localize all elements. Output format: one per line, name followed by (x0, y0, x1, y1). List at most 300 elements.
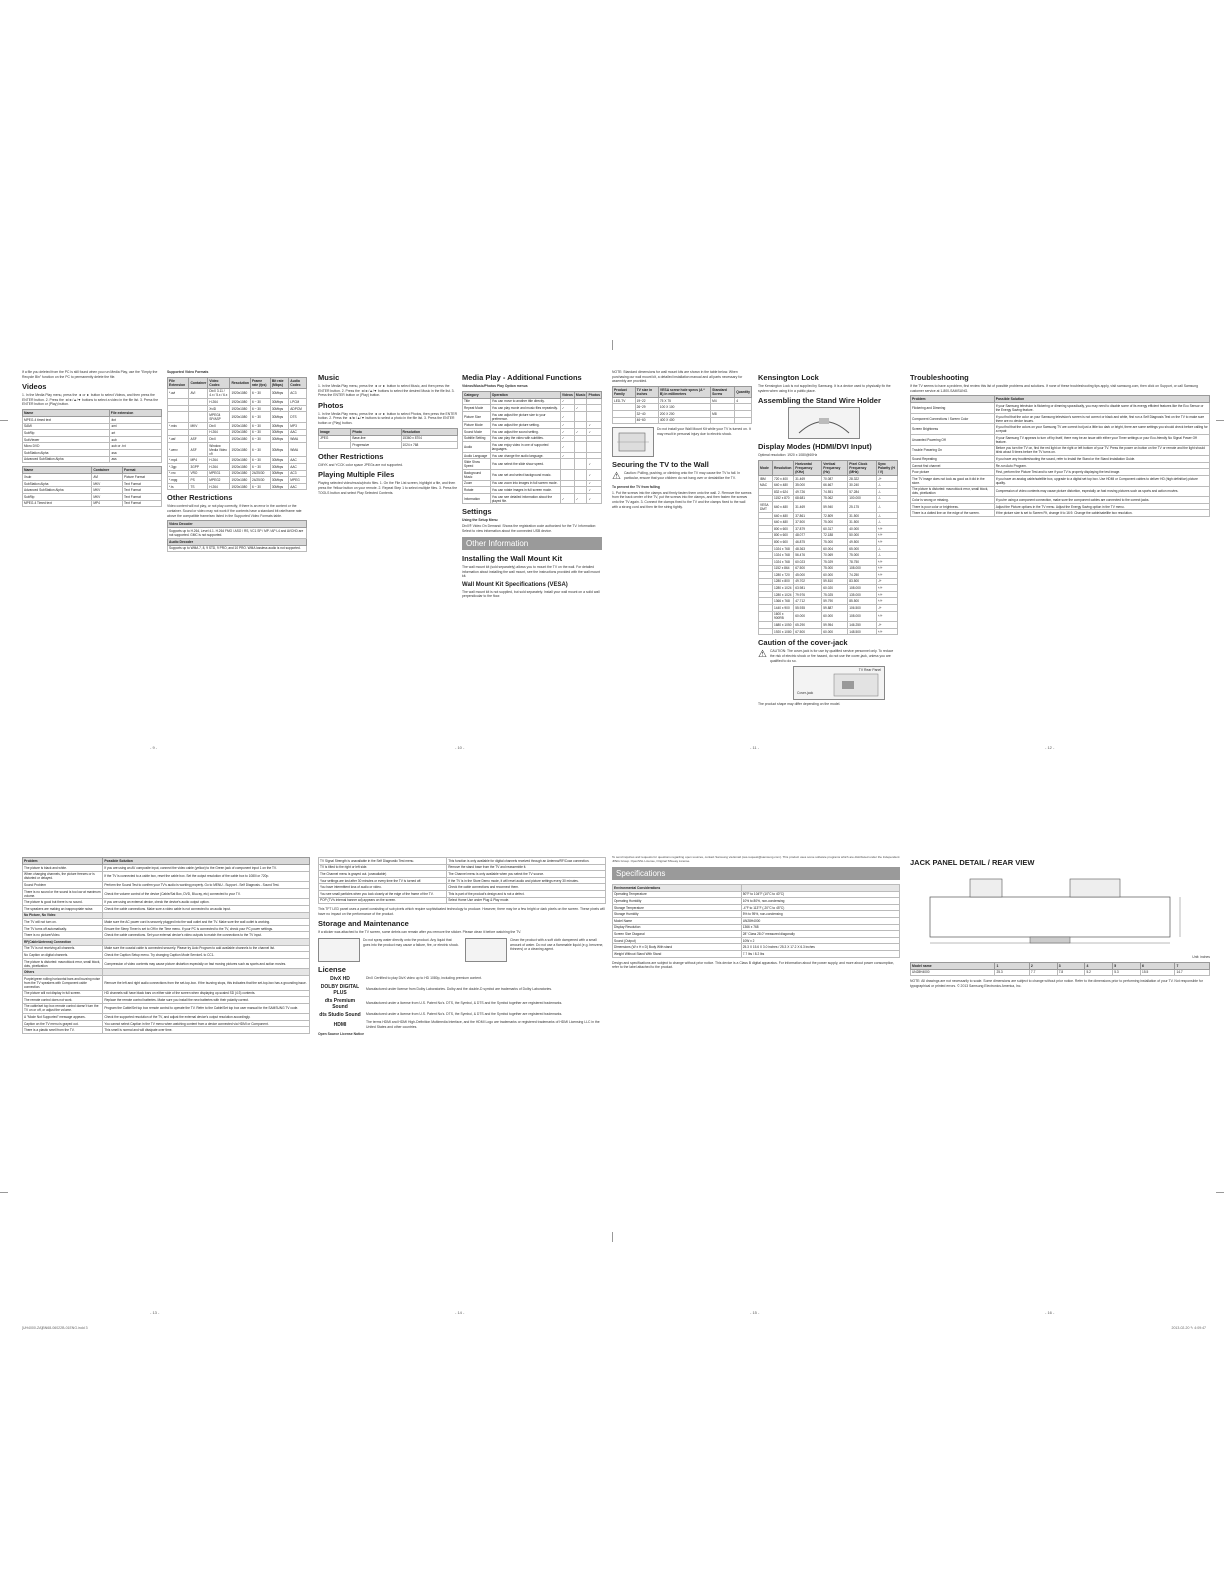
table-cell: 6 ~ 30 (250, 436, 270, 443)
table-row (23, 1027, 310, 1034)
table-cell: 30Mbps (270, 412, 288, 423)
footer-date: 2013-02-20 ✎ 4:09:47 (1171, 1326, 1206, 1330)
table-cell: If you're using a component connection, make sure the component cables are connected to the correct jacks. (994, 497, 1209, 504)
table-cell: 75.000 (822, 565, 848, 572)
table-cell (759, 572, 773, 579)
formats-heading: Supported Video Formats (167, 370, 209, 374)
table-cell (759, 605, 773, 612)
video-formats-table (167, 377, 307, 491)
table-row (759, 622, 898, 629)
table-cell (319, 442, 351, 449)
table-cell: *.mpg (168, 477, 189, 484)
table-cell (574, 422, 587, 429)
table-row (613, 937, 900, 944)
table-cell (759, 495, 773, 502)
top-col-3 (318, 370, 458, 730)
table-cell: Check the cable connections. Set your external device's video outputs to match the connections to the TV input. (103, 932, 310, 939)
table-cell: Environmental Considerations (613, 885, 742, 892)
table-cell: The TV turns off automatically. (23, 925, 103, 932)
column-header: Pixel Clock Frequency (MHz) (848, 460, 877, 475)
table-row (911, 510, 1210, 517)
table-cell (587, 442, 602, 453)
specifications-bar: Specifications (612, 867, 900, 880)
table-cell: 108.000 (848, 611, 877, 622)
table-cell (560, 469, 574, 480)
table-cell: Slide Show Speed (463, 459, 491, 470)
table-row (23, 925, 310, 932)
table-cell: 1024 x 768 (772, 545, 793, 552)
column-header: Quantity (735, 386, 752, 397)
table-cell: 75.000 (822, 519, 848, 526)
table-cell: 10W x 2 (741, 937, 899, 944)
table-cell: A "Mode Not Supported" message appears. (23, 1014, 103, 1021)
table-cell: The Channel menu is grayed out. (unavailable) (319, 871, 447, 878)
license-logo: dts Premium Sound (324, 997, 356, 1010)
top-col-6 (758, 370, 898, 730)
table-cell: DivX (208, 436, 230, 443)
table-cell: AC3 (289, 470, 307, 477)
kensington-heading: Kensington Lock (758, 373, 819, 382)
table-row (168, 405, 307, 412)
table-cell: *.wmv (168, 442, 189, 457)
table-cell: If you have any troubleshooting the sound, refer to Install the Stand or the Stand Installation Guide. (994, 456, 1209, 463)
table-row (463, 452, 602, 459)
table-cell: You can play the video with subtitles. (490, 435, 560, 442)
column-header: Product Family (613, 386, 636, 397)
table-cell (574, 442, 587, 453)
table-cell: TS (189, 483, 208, 490)
table-cell: 6 ~ 30 (250, 399, 270, 406)
table-cell: 6 ~ 30 (250, 405, 270, 412)
table-cell: ✓ (560, 435, 574, 442)
license-text: Manufactured under a license from U.S. Patent No's. DTS, the Symbol, & DTS and the Symbol together are registered trademarks. (366, 1012, 563, 1017)
table-row (319, 864, 606, 871)
table-cell: MPEG2 (208, 477, 230, 484)
table-cell: 47.712 (794, 598, 822, 605)
table-row (613, 885, 900, 892)
table-row (613, 924, 900, 931)
table-cell: Base-line (351, 435, 401, 442)
table-row (319, 858, 606, 865)
table-cell: 15360 x 8704 (401, 435, 457, 442)
table-row (168, 388, 307, 399)
wall-note-text: NOTE: Standard dimensions for wall mount kits are shown in the table below. When purchasing our wall mount kit, a detailed installation manual and all parts necessary for assembly are provided. (612, 370, 743, 384)
column-header: Standard Screw (711, 386, 735, 397)
legal-text: To send inquiries and requests for questions regarding open sources, contact Samsung via Email (oss.request@samsung.com). This product uses some software programs which are distributed under the Independent JPEG Group. OpenSSL License, Original SSLeay License. (612, 855, 900, 863)
table-cell: 70.087 (822, 475, 848, 482)
table-cell: 37.500 (794, 519, 822, 526)
table-cell: 135.000 (848, 591, 877, 598)
table-cell: No Caption on digital channels. (23, 952, 103, 959)
table-cell: Ensure the Sleep Timer is set to Off in the Time menu. If your PC is connected to the TV, check your PC power settings. (103, 925, 310, 932)
column-header: Resolution (772, 460, 793, 475)
table-cell: 55.935 (794, 605, 822, 612)
table-row (759, 558, 898, 565)
table-cell: The picture is distorted: macroblock error, small block, dots, pixelization (911, 486, 995, 497)
table-row (23, 416, 162, 423)
table-cell: 59.790 (822, 598, 848, 605)
table-cell: 1280 x 720 (772, 572, 793, 579)
wire-holder-diagram (788, 407, 860, 439)
table-cell (560, 459, 574, 470)
table-cell: Others (23, 969, 103, 976)
table-cell: 1920x1080 (230, 470, 251, 477)
license-item (318, 984, 606, 996)
table-cell: Your settings are lost after 30 minutes or every time the TV is turned off. (319, 877, 447, 884)
table-cell: 31.500 (848, 519, 877, 526)
table-cell: Compression of video contents may cause picture distortion especially on fast moving pictures such as sports and action movies. (103, 958, 310, 969)
table-cell: Text Format (123, 487, 162, 494)
table-cell: 1280 x 1024 (772, 591, 793, 598)
column-header: 3 (1057, 962, 1085, 969)
table-cell: .ttxt (109, 416, 161, 423)
license-item (318, 998, 606, 1010)
table-cell: 108.000 (848, 565, 877, 572)
table-row (613, 944, 900, 951)
table-cell (759, 545, 773, 552)
table-row (23, 1003, 310, 1014)
table-row (319, 897, 606, 904)
license-text: The terms HDMI and HDMI High-Definition Multimedia Interface, and the HDMI Logo are trademarks or registered trademarks of HDMI Licensing LLC in the United States and other countries. (366, 1019, 600, 1029)
table-cell (103, 938, 310, 945)
table-cell: 400 X 400 (658, 417, 710, 424)
table-cell: 30Mbps (270, 436, 288, 443)
table-cell: .sub (109, 436, 161, 443)
column-header: Container (189, 377, 208, 388)
table-cell: Audio Language (463, 452, 491, 459)
table-cell: Flickering and Dimming (911, 403, 995, 414)
table-row (463, 422, 602, 429)
table-cell: 148.500 (848, 628, 877, 635)
multi-files-text: Playing selected video/music/photo files. 1. On the File List screen, highlight a file, and then press the Yellow button on your remote. 2. Repeat Step 1 to select multiple files. 3. Press the TOOLS button and select Play Selected Contents. (318, 481, 458, 495)
column-header: TV size in inches (635, 386, 658, 397)
table-cell: Zoom (463, 480, 491, 487)
table-cell: 67.500 (794, 565, 822, 572)
table-cell (574, 435, 587, 442)
table-cell: There is a plastic smell from the TV. (23, 1027, 103, 1034)
table-cell: MKV (189, 422, 208, 429)
table-cell: 5% to 95%, non-condensing (741, 911, 899, 918)
table-cell: Window Media Video v9 (208, 442, 230, 457)
crop-mark (0, 1192, 8, 1193)
no-spray-instruction: Do not spray water directly onto the product. Any liquid that goes into the product may cause a failure, fire, or electric shock. (318, 938, 459, 962)
table-cell: 146.250 (848, 622, 877, 629)
table-row (23, 474, 162, 481)
table-cell: 6 ~ 30 (250, 483, 270, 490)
table-cell (587, 398, 602, 405)
table-row (319, 890, 606, 897)
table-cell: Storage Temperature (613, 904, 742, 911)
table-cell: Purple/green rolling horizontal bars and buzzing noise from the TV speakers with Component cable connection. (23, 975, 103, 990)
table-cell: 640 x 480 (772, 512, 793, 519)
table-cell: 60.000 (822, 611, 848, 622)
table-cell (168, 405, 189, 412)
prevent-falling-heading: To prevent the TV from falling (612, 485, 660, 490)
table-cell (189, 412, 208, 423)
table-cell (560, 487, 574, 494)
table-row (759, 488, 898, 495)
table-cell: You cannot select Caption in the TV menu when watching content from a device connected via HDMI or Component. (103, 1020, 310, 1027)
table-row (911, 445, 1210, 456)
table-cell: Background Music (463, 469, 491, 480)
table-row (168, 463, 307, 470)
table-cell: Perform the Sound Test to confirm your TV's audio is working properly. Go to MENU - Support - Self Diagnosis - Sound Test. (103, 882, 310, 889)
table-row (613, 410, 752, 417)
table-cell: SubRip (23, 493, 92, 500)
page-number: - 10 - (455, 745, 465, 750)
top-col-5 (612, 370, 752, 730)
table-cell: Sound Mode (463, 428, 491, 435)
table-cell: Information (463, 493, 491, 504)
column-header: 1 (995, 962, 1029, 969)
table-cell (735, 417, 752, 424)
table-cell: ✓ (560, 422, 574, 429)
securing-heading: Securing the TV to the Wall (612, 460, 709, 470)
table-cell: 200 X 200 (658, 410, 710, 417)
table-cell: AVI (189, 388, 208, 399)
videos-steps: 1. In the Media Play menu, press the ◄ or ► button to select Videos, and then press the ENTER button. 2. Press the ◄/►/▲/▼ buttons to select a video in the file list. 3. Press the ENTER button or (Play) button. (22, 393, 159, 407)
table-row (911, 456, 1210, 463)
table-cell: ✓ (587, 480, 602, 487)
fold-mark (612, 340, 613, 350)
table-row (319, 435, 458, 442)
table-cell: POP (TV's internal banner ad) appears on the screen. (319, 897, 447, 904)
table-cell: +/+ (876, 585, 897, 592)
table-row (759, 611, 898, 622)
table-cell: Text Format (123, 480, 162, 487)
table-row (911, 413, 1210, 424)
table-cell: 49.726 (794, 488, 822, 495)
table-cell: 7.8 (1057, 969, 1085, 976)
table-row (759, 585, 898, 592)
table-cell (574, 487, 587, 494)
table-cell: ✓ (587, 469, 602, 480)
table-row (23, 500, 162, 507)
table-cell: This smell is normal and will dissipate over time. (103, 1027, 310, 1034)
table-row (23, 932, 310, 939)
table-cell: The picture is distorted: macroblock error, small block, dots, pixelization (23, 958, 103, 969)
specifications-table (612, 884, 900, 958)
table-cell: This is part of the product's design and is not a defect. (447, 890, 606, 897)
table-cell: 25.175 (848, 502, 877, 513)
table-cell: Micro DVD (23, 443, 110, 450)
table-cell: +/+ (876, 598, 897, 605)
table-cell: PS (189, 477, 208, 484)
table-cell: ✓ (587, 487, 602, 494)
table-cell: 640 x 480 (772, 519, 793, 526)
table-cell: MPEG-4 Timed text (23, 500, 92, 507)
dimensions-note: NOTE: All drawings are not necessarily to scale. Some dimensions are subject to change without prior notice. Refer to the dimensions prior to performing installation of your TV. Not responsible for typographical or printed errors. © 2013 Samsung Electronics America, Inc. (910, 979, 1203, 988)
table-cell (613, 417, 636, 424)
table-cell: MPEG4 SP/ASP (208, 412, 230, 423)
table-cell: 832 x 624 (772, 488, 793, 495)
table-cell: *.asf (168, 436, 189, 443)
table-row (759, 519, 898, 526)
table-cell: ✓ (560, 428, 574, 435)
wall-mount-text: The wall mount kit (sold separately) allows you to mount the TV on the wall. For detailed information about installing the wall mount, see the instructions provided with the wall mount kit. (462, 565, 600, 579)
table-row (463, 442, 602, 453)
table-cell: Sound (Output) (613, 937, 742, 944)
bottom-col-1 (22, 855, 310, 1295)
table-cell: 65.000 (848, 545, 877, 552)
table-cell: 31.469 (794, 475, 822, 482)
table-cell: +/+ (876, 558, 897, 565)
table-cell: DivX 3.11 / 4.x / 5.x / 6.x (208, 388, 230, 399)
table-cell: 1920 x 1080 (772, 628, 793, 635)
table-cell: You can rotate images in full screen mode. (490, 487, 560, 494)
table-cell: 48.077 (794, 532, 822, 539)
table-cell: RF(Cable/Antenna) Connection (23, 938, 103, 945)
page-number: - 13 - (150, 1310, 160, 1315)
table-row (911, 424, 1210, 435)
column-header: Video Codec (208, 377, 230, 388)
table-cell: 49.702 (794, 578, 822, 585)
table-cell: 100 X 100 (658, 404, 710, 411)
table-cell: H.264 (208, 483, 230, 490)
table-row (613, 397, 752, 404)
table-cell: You can move to another title directly. (490, 398, 560, 405)
column-header: Bit rate (Mbps) (270, 377, 288, 388)
table-row (759, 578, 898, 585)
table-row (463, 398, 602, 405)
table-cell: SubStation Alpha (23, 480, 92, 487)
table-cell: 6 ~ 30 (250, 442, 270, 457)
table-row (463, 428, 602, 435)
table-cell: -/+ (876, 622, 897, 629)
column-header: Model name (911, 962, 995, 969)
additional-functions-heading: Media Play - Additional Functions (462, 373, 582, 382)
table-cell: 35.000 (794, 482, 822, 489)
table-cell: Remove the left and right audio connections from the set-top-box. If the buzzing stops, this indicates that the set-top-box has a grounding issue. (103, 975, 310, 990)
table-cell: -/- (876, 552, 897, 559)
table-cell: 59.887 (822, 605, 848, 612)
table-cell: If the TV is in the Store Demo mode, it will reset audio and picture settings every 30 minutes. (447, 877, 606, 884)
table-row (23, 888, 310, 899)
table-cell: Dimensions (W x H x D) Body With stand (613, 944, 742, 951)
table-cell: Screen Size Diagonal (613, 931, 742, 938)
table-cell: 30Mbps (270, 477, 288, 484)
table-cell: 1152 x 864 (772, 565, 793, 572)
table-cell: 45.000 (794, 572, 822, 579)
table-cell: 108.000 (848, 585, 877, 592)
vesa-heading: Wall Mount Kit Specifications (VESA) (462, 581, 568, 588)
table-cell: The cable/set top box remote control doesn't turn the TV on or off, or adjust the volume. (23, 1003, 103, 1014)
table-cell: Check the cable connections. Make sure a video cable is not connected to an audio input. (103, 905, 310, 912)
table-row (613, 417, 752, 424)
table-cell: Select Home Use under Plug & Play mode. (447, 897, 606, 904)
kensington-text: The Kensington Lock is not supplied by Samsung. It is a device used to physically fix the system when using it in a public place. (758, 384, 891, 393)
table-cell: H.264 (208, 463, 230, 470)
table-cell: If you find that the color on your Samsung television's screen is not correct or black and white, first run a Self Diagnosis Test on the TV to make sure there are no device issues. (994, 413, 1209, 424)
table-cell: MKV (92, 493, 123, 500)
table-cell (587, 452, 602, 459)
table-cell (735, 404, 752, 411)
table-cell (711, 417, 735, 424)
table-cell: 800 x 600 (772, 525, 793, 532)
table-cell: 4 (735, 397, 752, 404)
license-text: Manufactured under a license from U.S. Patent No's. DTS, the Symbol, & DTS and the Symbol together are registered trademarks. (366, 1001, 563, 1006)
storage-text: If a sticker was attached to the TV screen, some debris can remain after you remove the sticker. Please clean it before watching the TV. (318, 930, 522, 935)
table-cell: The picture will not display in full screen. (23, 990, 103, 997)
table-cell: Rotate (463, 487, 491, 494)
table-cell: SubStation Alpha (23, 449, 110, 456)
table-row (23, 952, 310, 959)
music-heading: Music (318, 373, 340, 382)
table-row (613, 891, 900, 898)
license-logo: DivX HD (330, 975, 350, 982)
table-cell: 100.000 (848, 495, 877, 502)
table-cell: The TV image does not look as good as it did in the store. (911, 475, 995, 486)
table-cell: +/+ (876, 572, 897, 579)
table-cell: This function is only available for digital channels received through an Antenna/RF/Coax connection. (447, 858, 606, 865)
table-row (759, 525, 898, 532)
table-cell: 30Mbps (270, 388, 288, 399)
table-cell: .sub or .txt (109, 443, 161, 450)
table-row (168, 442, 307, 457)
table-cell: You can play movie and music files repeatedly. (490, 405, 560, 412)
table-cell: ✓ (574, 405, 587, 412)
table-cell: 75.000 (822, 539, 848, 546)
table-cell (759, 552, 773, 559)
table-cell: You can zoom into images in full screen mode. (490, 480, 560, 487)
table-cell (574, 411, 587, 422)
column-header: Mode (759, 460, 773, 475)
table-cell: 50°F to 104°F (10°C to 40°C) (741, 891, 899, 898)
table-cell: 49.500 (848, 539, 877, 546)
table-cell: If the TV is connected to a cable box, reset the cable box. Set the output resolution of the cable box to 1080i or 720p. (103, 871, 310, 882)
page-number: - 14 - (455, 1310, 465, 1315)
table-cell (759, 512, 773, 519)
cover-jack-caution (758, 649, 898, 664)
troubleshooting-table: Problem Possible Solution Flickering and Dimming If your Samsung television is flickering or dimming sporadically, you may need to disable some of its energy efficient features like the Eco Sensor or the Energy Saving feature. Component Connections / Screen Color If you find that the color on your Samsung television's screen is not correct or black and white, first run a Self Diagnosis Test on the TV to make sure there are no device issues. Screen Brightness If you find that the colors on your Samsung TV are correct but just a little too dark or bright, there are some settings you should check before calling for a repair. Unwanted Powering Off If your Samsung TV appears to turn off by itself, there may be an issue with either your Timer settings or your Eco-friendly No Signal Power Off feature. Trouble Powering On Before you turn the TV on, find the red light on the right or left bottom of your TV. Press the power on button on the TV or remote and the light should blink about 5 times before the TV turns on. Sound Repeating If you have any troubleshooting the sound, refer to Install the Stand or the Stand Installation Guide. Cannot find channel Re-run Auto Program. Poor picture First, perform the Picture Test and to see if your TV is properly displaying the test image. The TV image does not look as good as it did in the store. If you have an analog cable/satellite box, upgrade to a digital set top box. Use HDMI or Component cables to deliver HD (high definition) picture quality. The picture is distorted: macroblock error, small block, dots, pixelization Compression of video contents may cause picture distortion, especially on fast moving pictures such as sports and action movies. Color is wrong or missing. If you're using a component connection, make sure the component cables are connected to the correct jacks. There is poor color or brightness. Adjust the Picture options in the TV menu. Adjust the Energy Saving option in the TV menu. There is a dotted line on the edge of the screen. If the picture size is set to Screen Fit, change it to 16:9. Change the cable/satellite box resolution. (912, 397, 1208, 516)
table-cell: M8 (711, 410, 735, 417)
table-cell: Text Format (123, 493, 162, 500)
table-cell: Display Resolution (613, 924, 742, 931)
multi-files-heading: Playing Multiple Files (318, 470, 395, 480)
top-col-7 (910, 370, 1210, 730)
table-row (319, 871, 606, 878)
table-row (613, 404, 752, 411)
music-text: 1. In the Media Play menu, press the ◄ or ► button to select Music, and then press the ENTER button. 2. Press the ◄/►/▲/▼ buttons to select the desired Music in the file list. 3. Press the ENTER button or (Play) button. (318, 384, 455, 398)
table-cell (613, 410, 636, 417)
table-cell: H.264 (208, 429, 230, 436)
table-cell: 60.000 (822, 628, 848, 635)
table-cell: TV is tilted to the right or left side. (319, 864, 447, 871)
table-cell: MP3 (289, 422, 307, 429)
table-cell: ✓ (560, 452, 574, 459)
table-cell: If you find that the colors on your Samsung TV are correct but just a little too dark or bright, there are some settings you should check before calling for a repair. (995, 425, 1208, 434)
table-cell: 640 x 480 (772, 502, 793, 513)
table-cell: You can see detailed information about the played file. (490, 493, 560, 504)
table-cell: 79.976 (794, 591, 822, 598)
table-cell: The remote control does not work. (23, 997, 103, 1004)
table-row (911, 469, 1210, 476)
table-cell: Remove the stand base from the TV and reassemble it. (447, 864, 606, 871)
troubleshooting-table-continued: Problem Possible Solution The picture is black and white. If you are using an AV composite input, connect the video cable (yellow) to the Green jack of component input 1 on the TV. When changing channels, the picture freezes or is distorted or delayed. If the TV is connected to a cable box, reset the cable box. Set the output resolution of the cable box to 1080i or 720p. Sound Problem Perform the Sound Test to confirm your TV's audio is working properly. Go to MENU - Support - Self Diagnosis - Sound Test. There is no sound or the sound is too low at maximum volume. Check the volume control of the device (Cable/Sat Box, DVD, Blu-ray, etc) connected to your TV. The picture is good but there is no sound. If you are using an external device, check the device's audio output option. The speakers are making an inappropriate noise. Check the cable connections. Make sure a video cable is not connected to an audio input. No Picture, No Video The TV will not turn on. Make sure the AC power cord is securely plugged into the wall outlet and the TV. Make sure the wall outlet is working. The TV turns off automatically. Ensure the Sleep Timer is set to Off in the Time menu. If your PC is connected to the TV, check your PC power settings. There is no picture/Video. Check the cable connections. Set your external device's video outputs to match the connections to the TV input. RF(Cable/Antenna) Connection The TV is not receiving all channels. Make sure the coaxial cable is connected securely. Please try Auto Program to add available channels to the channel list. No Caption on digital channels. Check the Caption Setup menu. Try changing Caption Mode Service1 to CC1. The picture is distorted: macroblock error, small block, dots, pixelization Compression of video contents may cause picture distortion especially on fast moving pictures such as sports and action movies. Others Purple/green rolling horizontal bars and buzzing noise from the TV speakers with Component cable connection. Remove the left and right audio connections from the set-top-box. If the buzzing stops, this indicates that the set-top-box has a grounding issue. The picture will not display in full screen. HD channels will have black bars on either side of the screen when displaying up-scaled SD (4:3) contents. The remote control does not work. Replace the remote control batteries. Make sure you install the new batteries with their polarity correct. The cable/set top box remote control doesn't turn the TV on or off, or adjust the volume. Program the Cable/Set top box remote control to operate the TV. Refer to the Cable/Set top box user manual for the SAMSUNG TV code. A "Mode Not Supported" message appears. Check the supported resolution of the TV, and adjust the external device's output resolution accordingly. Caption on the TV menu is grayed out. You cannot select Caption in the TV menu when watching content from a device connected via HDMI or Component. There is a plastic smell from the TV. This smell is normal and will dissipate over time. (22, 857, 310, 1034)
table-row (759, 475, 898, 482)
table-cell: AAC (289, 429, 307, 436)
no-spray-image (318, 938, 360, 962)
table-row (23, 456, 162, 463)
license-item (318, 1012, 606, 1018)
table-cell: 59.940 (822, 502, 848, 513)
table-cell (587, 411, 602, 422)
table-cell: 37.879 (794, 525, 822, 532)
license-text: DivX Certified to play DivX video up to HD 1080p, including premium content. (366, 976, 482, 981)
table-cell (574, 459, 587, 470)
table-cell: 60.000 (794, 611, 822, 622)
table-row (759, 565, 898, 572)
